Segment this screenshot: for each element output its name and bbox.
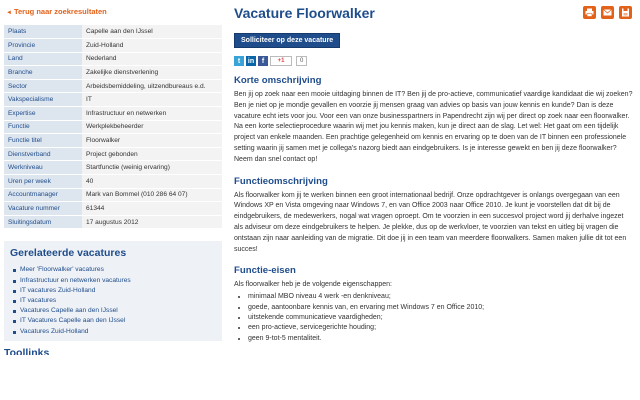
section-intro-eisen: Als floorwalker heb je de volgende eigenschappen: xyxy=(234,281,392,289)
detail-row xyxy=(4,25,222,39)
back-to-results-link[interactable] xyxy=(6,7,222,16)
page-tools xyxy=(583,6,632,19)
google-plus-button[interactable] xyxy=(270,56,292,66)
detail-value: 61344 xyxy=(82,202,222,216)
detail-row xyxy=(4,107,222,121)
detail-value: Arbeidsbemiddeling, uitzendbureaus e.d. xyxy=(82,79,222,93)
detail-value: Zakelijke dienstverlening xyxy=(82,66,222,80)
detail-label: Werkniveau xyxy=(4,161,82,175)
back-arrow-icon: ◄ xyxy=(6,10,12,16)
page-title: Vacature Floorwalker xyxy=(234,5,375,21)
detail-value: Project gebonden xyxy=(82,147,222,161)
detail-value: 40 xyxy=(82,175,222,189)
related-link[interactable]: Infrastructuur en netwerken vacatures xyxy=(20,276,131,284)
detail-value: Startfunctie (weinig ervaring) xyxy=(82,161,222,175)
detail-value: Werkplekbeheerder xyxy=(82,120,222,134)
detail-label: Expertise xyxy=(4,107,82,121)
main-content xyxy=(234,4,634,344)
detail-label: Branche xyxy=(4,66,82,80)
requirements-list xyxy=(234,292,634,344)
detail-label: Functie xyxy=(4,120,82,134)
google-plus-label: +1 xyxy=(277,58,285,64)
detail-row xyxy=(4,161,222,175)
related-item xyxy=(20,327,216,337)
detail-row xyxy=(4,52,222,66)
share-count: 0 xyxy=(296,56,307,66)
sidebar xyxy=(4,4,222,355)
detail-value: Capelle aan den IJssel xyxy=(82,25,222,39)
detail-row xyxy=(4,120,222,134)
detail-row xyxy=(4,188,222,202)
share-bar xyxy=(234,56,634,66)
detail-label: Uren per week xyxy=(4,175,82,189)
related-item xyxy=(20,296,216,306)
detail-label: Sluitingsdatum xyxy=(4,215,82,229)
detail-value: 17 augustus 2012 xyxy=(82,215,222,229)
section-text-korte: Ben jij op zoek naar een mooie uitdaging binnen de IT? Ben jij de pro-actieve, communicatief vaardige kandidaat die wij zoeken? Ben je niet op je mondje gevallen en voorzie jij mensen graag van advies op basis van jouw kennis en kunde? Dan is deze vacature echt iets voor jou. Voor een van onze businesspartners in Papendrecht zijn wij per direct op zoek naar een floorwalker. Na een korte selectieprocedure waarin wij met jou kennis maken, kun je direct aan de slag. Let wel: Het gaat om een tijdelijk project van enkele maanden. Een prachtige gelegenheid om kennis en ervaring op te doen van de IT binnen een professionele setting waarin jij samen met je collega's nazorg biedt aan eindgebruikers. Is je interesse gewekt en ben jij deze floorwalker? Neem dan snel contact op! xyxy=(234,91,633,163)
requirement-item: • minimaal MBO niveau 4 werk -en denkniveau; xyxy=(248,292,634,302)
detail-row xyxy=(4,215,222,229)
related-item xyxy=(20,286,216,296)
related-item xyxy=(20,316,216,326)
section-heading-functie: Functieomschrijving xyxy=(234,175,328,187)
related-title: Gerelateerde vacatures xyxy=(10,247,127,260)
requirement-item: • uitstekende communicatieve vaardigheden; xyxy=(248,313,634,323)
related-item xyxy=(20,265,216,275)
facebook-icon[interactable]: f xyxy=(258,56,268,66)
detail-row xyxy=(4,39,222,53)
detail-row xyxy=(4,175,222,189)
twitter-icon[interactable]: t xyxy=(234,56,244,66)
related-list xyxy=(10,265,216,336)
back-link-label: Terug naar zoekresultaten xyxy=(13,7,107,16)
detail-row xyxy=(4,134,222,148)
detail-value: Zuid-Holland xyxy=(82,39,222,53)
related-link[interactable]: Vacatures Capelle aan den IJssel xyxy=(20,307,118,315)
detail-label: Functie titel xyxy=(4,134,82,148)
requirement-item: • geen 9-tot-5 mentaliteit. xyxy=(248,334,634,344)
detail-row xyxy=(4,202,222,216)
section-heading-eisen: Functie-eisen xyxy=(234,265,296,277)
detail-row xyxy=(4,147,222,161)
email-icon[interactable] xyxy=(601,6,614,19)
detail-label: Dienstverband xyxy=(4,147,82,161)
detail-label: Land xyxy=(4,52,82,66)
related-link[interactable]: Meer 'Floorwalker' vacatures xyxy=(20,266,104,274)
print-icon[interactable] xyxy=(583,6,596,19)
related-link[interactable]: Vacatures Zuid-Holland xyxy=(20,327,89,335)
detail-value: IT xyxy=(82,93,222,107)
detail-row xyxy=(4,79,222,93)
detail-value: Nederland xyxy=(82,52,222,66)
detail-label: Sector xyxy=(4,79,82,93)
requirement-item: • goede, aantoonbare kennis van, en ervaring met Windows 7 en Office 2010; xyxy=(248,303,634,313)
related-item xyxy=(20,276,216,286)
detail-value: Floorwalker xyxy=(82,134,222,148)
detail-label: Plaats xyxy=(4,25,82,39)
detail-label: Accountmanager xyxy=(4,188,82,202)
vacancy-details-table xyxy=(4,25,222,229)
section-text-functie: Als floorwalker kom jij te werken binnen een groot internationaal bedrijf. Onze opdrachtgever is onlangs overgegaan van een Windows XP en Vista omgeving naar Windows 7, en van Office 2003 naar Office 2010. Je kunt je voorstellen dat dit bij de eindgebruikers, de medewerkers, nogal wat vragen oproept. Om te voorzien in een succesvol project word jij derhalve ingezet als adviseur om deze eindgebruikers te helpen. Je plekke, dus op de werkvloer, te voorzien van tekst en uitleg bij vragen die ontstaan zijn naar aanleiding van de migratie. Dit doe jij in een team van meerdere floorwalkers. Samen maken jullie dit tot een succes! xyxy=(234,191,627,253)
detail-value: Infrastructuur en netwerken xyxy=(82,107,222,121)
related-link[interactable]: IT Vacatures Capelle aan den IJssel xyxy=(20,317,126,325)
next-section-heading: Toollinks xyxy=(4,346,50,355)
save-icon[interactable] xyxy=(619,6,632,19)
detail-label: Vacature nummer xyxy=(4,202,82,216)
related-link[interactable]: IT vacatures xyxy=(20,297,57,305)
detail-label: Provincie xyxy=(4,39,82,53)
related-link[interactable]: IT vacatures Zuid-Holland xyxy=(20,286,96,294)
detail-value: Mark van Bommel (010 286 64 07) xyxy=(82,188,222,202)
related-vacancies xyxy=(4,241,222,340)
requirement-item: • een pro-actieve, servicegerichte houding; xyxy=(248,323,634,333)
apply-button[interactable]: Solliciteer op deze vacature xyxy=(234,33,340,48)
detail-row xyxy=(4,93,222,107)
detail-row xyxy=(4,66,222,80)
linkedin-icon[interactable]: in xyxy=(247,57,255,65)
related-item xyxy=(20,306,216,316)
detail-label: Vakspecialisme xyxy=(4,93,82,107)
section-heading-korte: Korte omschrijving xyxy=(234,75,322,86)
